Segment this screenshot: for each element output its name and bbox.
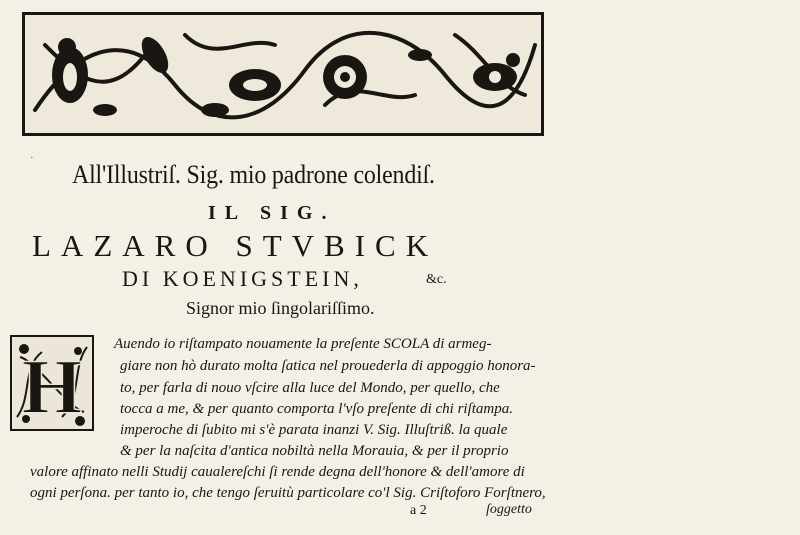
body-line: to, per farla di nouo vſcire alla luce del Mondo, per quello, che <box>120 380 500 396</box>
title-line-3: DI KOENIGSTEIN, <box>122 266 363 291</box>
body-line: & per la naſcita d'antica nobiltà nella Morauia, & per il proprio <box>120 443 509 459</box>
title-line-2: LAZARO STVBICK <box>32 228 439 263</box>
signature-mark: a 2 <box>410 503 427 518</box>
body-line: tocca a me, & per quanto comporta l'vſo preſente di chi riſtampa. <box>120 401 514 417</box>
dedication-heading: All'Illustriſ. Sig. mio padrone colendiſ. <box>72 160 435 189</box>
title-line-1: IL SIG. <box>208 202 336 224</box>
body-line: ogni perſona. per tanto io, che tengo ſeruitù particolare co'l Sig. Criſtoforo Forſtnero, <box>30 485 546 501</box>
catchword: ſoggetto <box>486 502 532 517</box>
drop-cap-letter: H <box>21 343 83 429</box>
body-line: giare non hò durato molta ſatica nel prouederla di appoggio honora- <box>120 358 536 374</box>
body-line: valore affinato nelli Studij caualereſchi ſi rende degna dell'honore & dell'amore di <box>30 464 525 480</box>
ornamental-headpiece <box>22 12 544 136</box>
margin-mark: · <box>30 152 34 164</box>
body-line: Auendo io riſtampato nouamente la preſente SCOLA di armeg- <box>114 336 492 352</box>
drop-cap <box>10 335 94 431</box>
salutation: Signor mio ſingolariſſimo. <box>186 298 375 318</box>
title-etc: &c. <box>426 272 447 287</box>
body-line: imperoche di ſubito mi s'è parata inanzi V. Sig. Illuſtriß. la quale <box>120 422 508 438</box>
